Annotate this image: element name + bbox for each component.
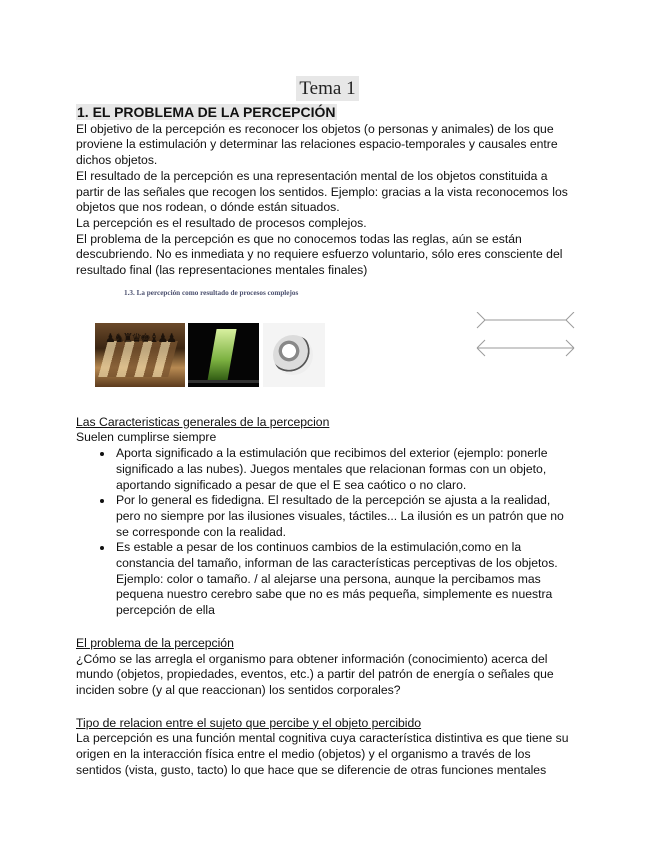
perception-sketch-image xyxy=(263,323,325,387)
doc-title: Tema 1 xyxy=(296,76,358,101)
figure-caption: 1.3. La percepción como resultado de procesos complejos xyxy=(124,288,299,297)
section-heading: Las Caracteristicas generales de la percepcion xyxy=(76,414,330,429)
section-text: ¿Cómo se las arregla el organismo para obtener información (conocimiento) acerca del mundo (objetos, propiedades, eventos, etc.) a partir del patrón de energía o señales que inciden sobre (y al que reaccionan) los sentidos corporales? xyxy=(76,651,554,697)
section-relation xyxy=(76,716,576,779)
list-item: • Aporta significado a la estimulación que recibimos del exterior (ejemplo: ponerle significado a las nubes). Juegos mentales que relacionan formas con un objeto, aportando significado a pesar de que el E sea caótico o no claro. xyxy=(114,446,576,493)
list-item: • Es estable a pesar de los continuos cambios de la estimulación,como en la constancia del tamaño, informan de las características perceptivas de los objetos. Ejemplo: color o tamaño. / al alejarse una persona, aunque la percibamos mas pequena nuestro cerebro sabe que no es más pequeña, simplemente es nuestra percepción de ella xyxy=(114,540,576,619)
section-heading: El problema de la percepción xyxy=(76,635,234,650)
section-heading: Tipo de relacion entre el sujeto que percibe y el objeto percibido xyxy=(76,715,422,730)
section-problem xyxy=(76,636,576,699)
section-heading: 1. EL PROBLEMA DE LA PERCEPCIÓN xyxy=(77,104,336,120)
muller-lyer-illusion xyxy=(467,312,584,364)
intro-paragraph: El objetivo de la percepción es reconocer los objetos (o personas y animales) de los que proviene la estimulación y determinar las relaciones espacio-temporales y causales entre dichos objetos. xyxy=(76,121,558,168)
section-characteristics xyxy=(76,415,576,619)
section-text: La percepción es una función mental cognitiva cuya característica distintiva es que tiene su origen en la interacción física entre el medio (objetos) y el organismo a través de los sentidos (vista, gusto, tacto) lo que hace que se diferencie de otras funciones mentales xyxy=(76,731,569,777)
intro-paragraph: La percepción es el resultado de procesos complejos. xyxy=(76,215,367,230)
section-lead: Suelen cumplirse siempre xyxy=(76,430,217,445)
document-body xyxy=(76,104,576,779)
list-item: • Por lo general es fidedigna. El resultado de la percepción se ajusta a la realidad, pero no siempre por las ilusiones visuales, táctiles... La ilusión es un patrón que no se corresponde con la realidad. xyxy=(114,493,576,540)
intro-paragraph: El resultado de la percepción es una representación mental de los objetos constituida a partir de las señales que recogen los sentidos. Ejemplo: gracias a la vista reconocemos los objetos que nos rodean, o dónde están situados. xyxy=(76,168,568,215)
green-shape-photo xyxy=(188,323,259,387)
characteristics-list xyxy=(76,446,576,619)
chess-photo xyxy=(95,323,185,387)
figure-complex-processes xyxy=(76,282,576,411)
intro-paragraph: El problema de la percepción es que no conocemos todas las reglas, aún se están descubriendo. No es inmediata y no requiere esfuerzo voluntario, sólo eres consciente del resultado final (las representaciones mentales finales) xyxy=(76,231,563,278)
